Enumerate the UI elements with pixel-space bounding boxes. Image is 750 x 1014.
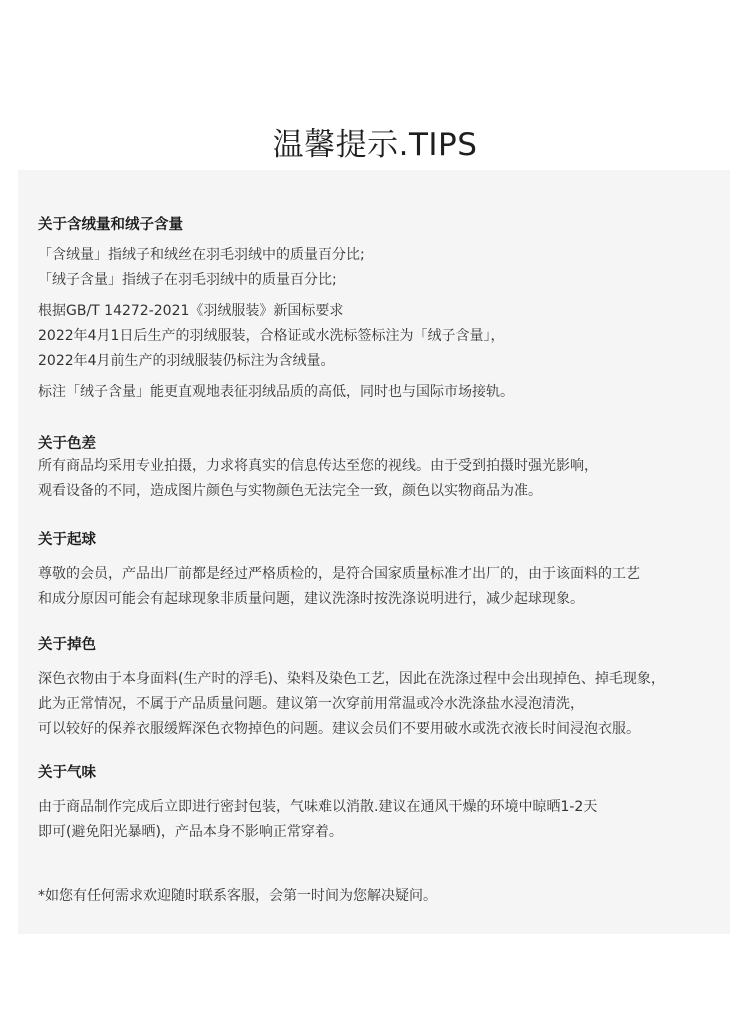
section-line: 「含绒量」指绒子和绒丝在羽毛羽绒中的质量百分比; <box>38 247 365 263</box>
section-color-fading <box>38 635 726 742</box>
page-title: 温馨提示.TIPS <box>272 126 478 163</box>
footer-note: *如您有任何需求欢迎随时联系客服，会第一时间为您解决疑问。 <box>38 888 437 904</box>
section-line: 标注「绒子含量」能更直观地表征羽绒品质的高低，同时也与国际市场接轨。 <box>38 384 514 400</box>
section-line: 2022年4月1日后生产的羽绒服装，合格证或水洗标签标注为「绒子含量」， <box>38 328 505 344</box>
section-heading: 关于起球 <box>38 532 96 548</box>
section-line: 2022年4月前生产的羽绒服装仍标注为含绒量。 <box>38 353 335 369</box>
tips-card <box>18 170 730 934</box>
section-line: 深色衣物由于本身面料(生产时的浮毛)、染料及染色工艺，因此在洗涤过程中会出现掉色、掉毛现象， <box>38 671 665 687</box>
section-line: 可以较好的保养衣服缓辉深色衣物掉色的问题。建议会员们不要用破水或洗衣液长时间浸泡衣服。 <box>38 721 640 737</box>
section-heading: 关于掉色 <box>38 637 96 653</box>
section-line: 观看设备的不同，造成图片颜色与实物颜色无法完全一致，颜色以实物商品为准。 <box>38 483 542 499</box>
section-pilling <box>38 530 726 612</box>
section-heading: 关于色差 <box>38 436 96 452</box>
section-line: 此为正常情况，不属于产品质量问题。建议第一次穿前用常温或冷水洗涤盐水浸泡清洗， <box>38 696 584 712</box>
section-heading: 关于含绒量和绒子含量 <box>38 217 183 233</box>
section-line: 尊敬的会员，产品出厂前都是经过严格质检的，是符合国家质量标准才出厂的，由于该面料的工艺 <box>38 566 640 582</box>
section-line: 和成分原因可能会有起球现象非质量问题，建议洗涤时按洗涤说明进行，减少起球现象。 <box>38 591 584 607</box>
section-line: 根据GB/T 14272-2021《羽绒服装》新国标要求 <box>38 303 344 319</box>
section-odor <box>38 763 726 845</box>
section-heading: 关于气味 <box>38 765 96 781</box>
section-line: 由于商品制作完成后立即进行密封包装，气味难以消散.建议在通风干燥的环境中晾晒1-2天 <box>38 799 598 815</box>
section-line: 「绒子含量」指绒子在羽毛羽绒中的质量百分比; <box>38 272 337 288</box>
section-line: 所有商品均采用专业拍摄，力求将真实的信息传达至您的视线。由于受到拍摄时强光影响， <box>38 458 598 474</box>
section-color-difference <box>38 434 726 504</box>
section-down-content <box>38 215 726 405</box>
section-line: 即可(避免阳光暴晒)，产品本身不影响正常穿着。 <box>38 824 343 840</box>
